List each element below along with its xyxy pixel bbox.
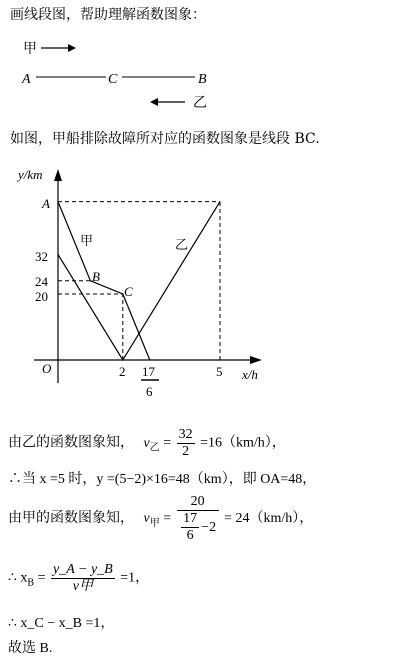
y-axis-label: y/km [18, 167, 43, 182]
l4-sub: B [27, 577, 35, 589]
l1-sub: 乙 [149, 442, 160, 454]
l3-v: v [143, 511, 150, 527]
l3-frac [177, 494, 219, 544]
l1-eq: = [163, 435, 172, 451]
x-axis-label: x/h [242, 367, 258, 382]
x-tick-frac-den: 6 [146, 384, 153, 399]
solution-line-5: ∴ x_C − x_B =1， [8, 616, 115, 631]
yi-label: 乙 [193, 96, 207, 111]
jia-line-label: 甲 [80, 233, 94, 248]
l3-den-den: 6 [186, 528, 194, 543]
statement-text: 如图，甲船排除故障所对应的函数图象是线段 BC. [10, 131, 320, 147]
l1-v: v [143, 435, 150, 451]
l3-prefix: 由甲的函数图象知， [8, 511, 134, 527]
l1-num: 32 [178, 427, 193, 442]
l3-den-tail: −2 [201, 519, 217, 535]
x-tick-2: 2 [119, 364, 126, 379]
x-axis-arrow [250, 356, 262, 364]
point-A-label: A [42, 196, 50, 211]
l4-result: =1， [120, 570, 150, 586]
y-tick-32: 32 [35, 249, 48, 264]
l4-prefix: ∴ x [8, 570, 28, 586]
solution-line-6: 故选 B. [8, 641, 53, 656]
solution-line-2: ∴当 x =5 时，y =(5−2)×16=48（km），即 OA=48， [8, 472, 317, 487]
x-tick-5: 5 [216, 364, 223, 379]
guide-lines [58, 202, 220, 360]
solution-line-4 [8, 562, 149, 595]
l4-num: y_A − y_B [53, 562, 113, 577]
l3-sub: 甲 [149, 518, 160, 530]
seg-C-label: C [108, 72, 118, 87]
jia-arrowhead [68, 44, 76, 52]
function-graph [10, 165, 290, 405]
l3-den [179, 511, 216, 544]
y-axis-arrow [54, 169, 62, 181]
l1-frac [177, 427, 195, 460]
l1-result: =16（km/h）， [200, 435, 286, 451]
segment-diagram [10, 36, 240, 126]
jia-label: 甲 [23, 42, 37, 57]
l3-result: = 24（km/h）， [224, 511, 314, 527]
l1-den: 2 [182, 444, 190, 459]
seg-A-label: A [22, 72, 31, 87]
solution-line-1 [8, 427, 286, 460]
solution-line-3 [8, 494, 313, 544]
l4-eq: = [37, 570, 46, 586]
y-tick-20: 20 [35, 289, 48, 304]
l3-inner-frac [181, 511, 199, 544]
l3-num: 20 [177, 494, 219, 511]
x-tick-frac-num: 17 [142, 364, 155, 379]
l3-den-num: 17 [183, 511, 198, 526]
seg-B-label: B [198, 72, 207, 87]
l1-prefix: 由乙的函数图象知， [8, 435, 134, 451]
origin-label: O [42, 361, 52, 376]
intro-text: 画线段图，帮助理解函数图象： [10, 7, 206, 23]
y-tick-24: 24 [35, 274, 48, 289]
l3-eq: = [163, 511, 172, 527]
series-line-0 [58, 202, 150, 360]
point-C-label: C [124, 284, 133, 299]
l4-den: v甲 [72, 579, 93, 594]
point-B-label: B [92, 269, 100, 284]
yi-arrowhead [150, 98, 158, 106]
l4-frac [51, 562, 115, 595]
yi-line-label: 乙 [175, 237, 189, 252]
